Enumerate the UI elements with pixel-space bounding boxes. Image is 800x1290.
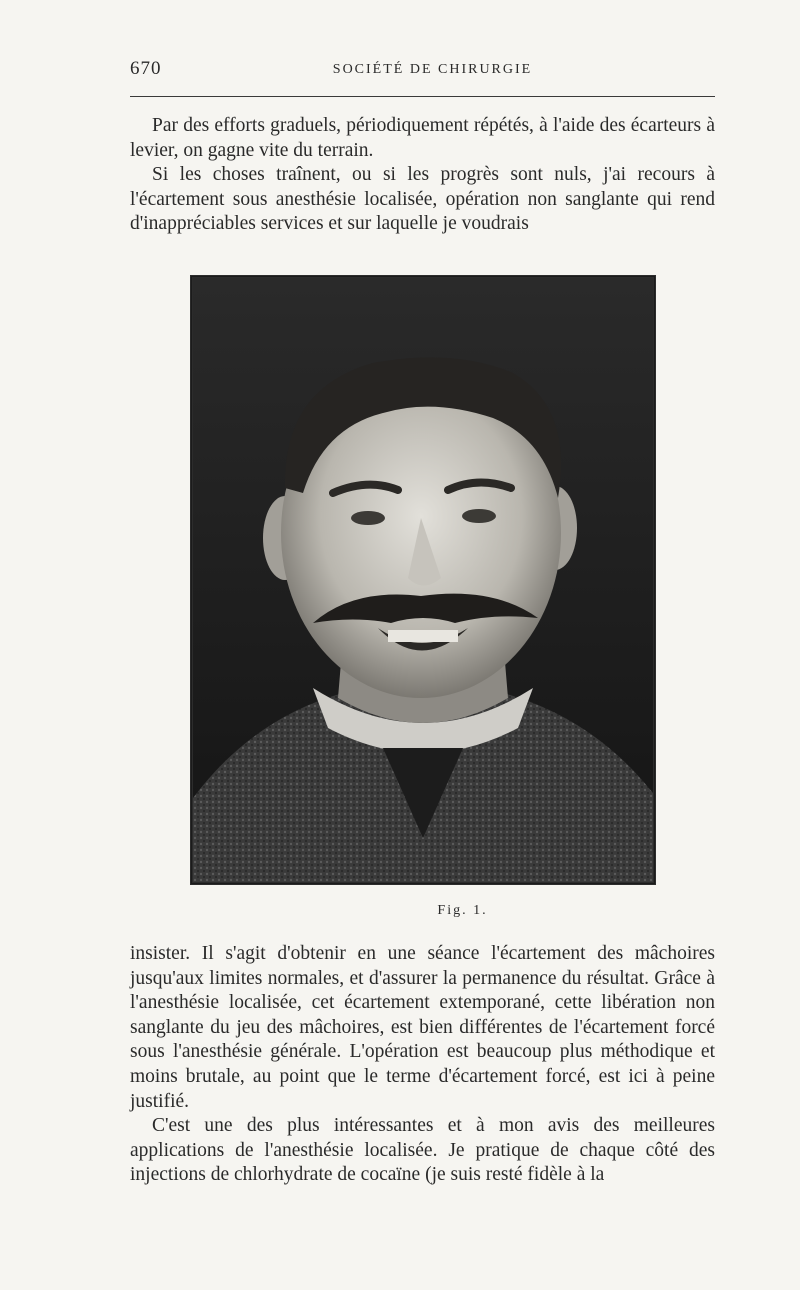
page-number: 670 [130, 58, 162, 79]
portrait-photo [193, 278, 653, 882]
bottom-text-block [130, 942, 715, 1188]
paragraph: Si les choses traînent, ou si les progrès sont nuls, j'ai recours à l'écartement sous anesthésie localisée, opération non sanglante qui rend d'inappréciables services et sur laquelle je voudrais [130, 164, 715, 235]
figure-caption: Fig. 1. [437, 903, 488, 918]
running-title: SOCIÉTÉ DE CHIRURGIE [332, 62, 533, 77]
page-header [130, 58, 715, 88]
figure-photograph [190, 275, 656, 885]
header-rule [130, 96, 715, 97]
paragraph: C'est une des plus intéressantes et à mon avis des meilleures applications de l'anesthésie localisée. Je pratique de chaque côté des injections de chlorhydrate de cocaïne (je suis resté fidèle à la [130, 1115, 715, 1186]
top-text-block [130, 114, 715, 237]
paragraph: insister. Il s'agit d'obtenir en une séance l'écartement des mâchoires jusqu'aux limites normales, et d'assurer la permanence du résultat. Grâce à l'anesthésie localisée, cet écartement extemporané, cette libération non sanglante du jeu des mâchoires, est bien différentes de l'écartement forcé sous l'anesthésie générale. L'opération est beaucoup plus méthodique et moins brutale, au point que le terme d'écartement forcé, est ici à peine justifié. [130, 943, 715, 1112]
paragraph: Par des efforts graduels, périodiquement répétés, à l'aide des écarteurs à levier, on gagne vite du terrain. [130, 115, 715, 161]
